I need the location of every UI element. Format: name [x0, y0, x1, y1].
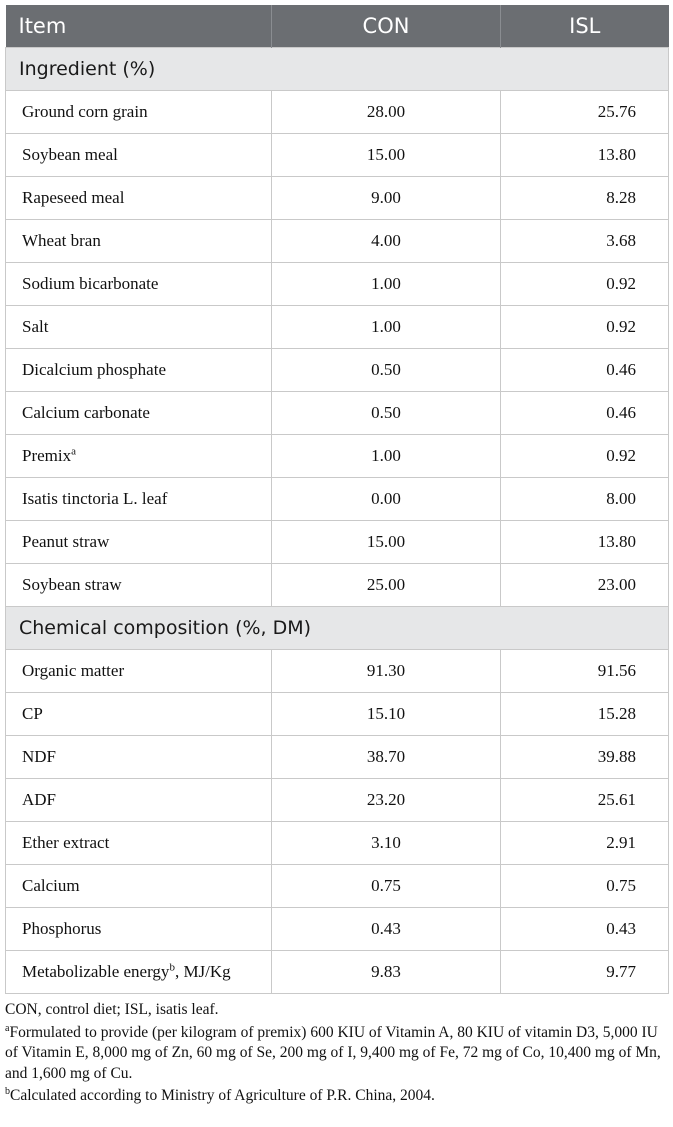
footnote-a	[5, 1023, 668, 1085]
row-item-name	[6, 435, 272, 478]
row-item-label: Sodium bicarbonate	[22, 274, 159, 293]
row-item-name	[6, 736, 272, 779]
row-con-value: 1.00	[272, 306, 501, 349]
row-item-name	[6, 951, 272, 994]
row-con-value: 4.00	[272, 220, 501, 263]
row-item-label: Premix	[22, 446, 72, 465]
row-item-name	[6, 134, 272, 177]
footnote-abbreviations: CON, control diet; ISL, isatis leaf.	[5, 1001, 219, 1018]
row-item-name	[6, 693, 272, 736]
footnote-b	[5, 1086, 668, 1107]
footnote-marker: b	[169, 961, 175, 974]
row-con-value: 0.50	[272, 349, 501, 392]
row-con-value: 38.70	[272, 736, 501, 779]
row-con-value: 23.20	[272, 779, 501, 822]
row-item-label: NDF	[22, 747, 57, 766]
table-footnotes	[5, 994, 668, 1107]
row-isl-value: 15.28	[501, 693, 669, 736]
row-isl-value: 0.92	[501, 435, 669, 478]
row-con-value: 9.83	[272, 951, 501, 994]
row-item-name	[6, 521, 272, 564]
row-item-label: Ground corn grain	[22, 102, 148, 121]
row-item-label: Peanut straw	[22, 532, 110, 551]
row-con-value: 1.00	[272, 263, 501, 306]
row-item-label: ADF	[22, 790, 57, 809]
table-row	[6, 263, 669, 306]
row-item-name	[6, 779, 272, 822]
row-item-label: Calcium	[22, 876, 80, 895]
header-con: CON	[272, 5, 501, 48]
table-row	[6, 306, 669, 349]
table-row	[6, 951, 669, 994]
row-isl-value: 2.91	[501, 822, 669, 865]
row-con-value: 0.00	[272, 478, 501, 521]
row-isl-value: 91.56	[501, 650, 669, 693]
row-item-name	[6, 822, 272, 865]
row-isl-value: 0.92	[501, 263, 669, 306]
footnote-marker: a	[71, 445, 76, 458]
row-item-label: Soybean meal	[22, 145, 118, 164]
row-con-value: 9.00	[272, 177, 501, 220]
row-item-name	[6, 865, 272, 908]
row-con-value: 3.10	[272, 822, 501, 865]
row-con-value: 28.00	[272, 91, 501, 134]
footnote-a-text: Formulated to provide (per kilogram of premix) 600 KIU of Vitamin A, 80 KIU of vitamin D3, 5,000 IU of Vitamin E, 8,000 mg of Zn, 60 mg of Se, 200 mg of I, 9,400 mg of Fe, 72 mg of Co, 10,400 mg of Mn, and 1,600 mg of Cu.	[5, 1023, 661, 1082]
table-row	[6, 564, 669, 607]
row-item-label: Salt	[22, 317, 49, 336]
row-item-label: Wheat bran	[22, 231, 101, 250]
table-row	[6, 478, 669, 521]
row-item-name	[6, 392, 272, 435]
table-row	[6, 521, 669, 564]
row-isl-value: 0.92	[501, 306, 669, 349]
table-row	[6, 736, 669, 779]
row-con-value: 15.00	[272, 134, 501, 177]
row-con-value: 0.75	[272, 865, 501, 908]
row-isl-value: 13.80	[501, 134, 669, 177]
row-isl-value: 13.80	[501, 521, 669, 564]
table-container	[5, 5, 668, 1109]
row-item-label: Phosphorus	[22, 919, 102, 938]
row-isl-value: 0.46	[501, 392, 669, 435]
footnote-b-text: Calculated according to Ministry of Agriculture of P.R. China, 2004.	[10, 1087, 435, 1104]
table-row	[6, 91, 669, 134]
table-row	[6, 435, 669, 478]
row-item-label: Organic matter	[22, 661, 125, 680]
row-con-value: 0.50	[272, 392, 501, 435]
row-con-value: 15.10	[272, 693, 501, 736]
row-item-name	[6, 564, 272, 607]
row-con-value: 15.00	[272, 521, 501, 564]
section-header-row	[6, 48, 669, 91]
footnote-b-mark: b	[5, 1085, 10, 1097]
table-row	[6, 693, 669, 736]
table-row	[6, 650, 669, 693]
table-row	[6, 349, 669, 392]
row-con-value: 0.43	[272, 908, 501, 951]
row-item-name	[6, 91, 272, 134]
row-item-name	[6, 306, 272, 349]
row-isl-value: 8.28	[501, 177, 669, 220]
header-item: Item	[6, 5, 272, 48]
row-item-label: Metabolizable energy	[22, 962, 170, 981]
row-item-label: Soybean straw	[22, 575, 122, 594]
table-row	[6, 865, 669, 908]
row-isl-value: 0.43	[501, 908, 669, 951]
table-row	[6, 779, 669, 822]
row-item-label: CP	[22, 704, 43, 723]
header-isl: ISL	[501, 5, 669, 48]
row-con-value: 25.00	[272, 564, 501, 607]
section-title: Ingredient (%)	[6, 48, 669, 91]
row-item-name	[6, 220, 272, 263]
table-row	[6, 908, 669, 951]
row-item-name	[6, 263, 272, 306]
table-row	[6, 392, 669, 435]
row-isl-value: 23.00	[501, 564, 669, 607]
row-isl-value: 8.00	[501, 478, 669, 521]
diet-composition-table	[5, 5, 669, 994]
table-body	[6, 48, 669, 994]
row-item-label: Calcium carbonate	[22, 403, 150, 422]
table-row	[6, 220, 669, 263]
table-header-row	[6, 5, 669, 48]
row-isl-value: 0.46	[501, 349, 669, 392]
row-isl-value: 0.75	[501, 865, 669, 908]
row-item-label: Isatis tinctoria L. leaf	[22, 489, 168, 508]
row-item-label: Dicalcium phosphate	[22, 360, 166, 379]
row-isl-value: 25.76	[501, 91, 669, 134]
row-item-label: Ether extract	[22, 833, 110, 852]
section-title: Chemical composition (%, DM)	[6, 607, 669, 650]
row-isl-value: 39.88	[501, 736, 669, 779]
row-item-name	[6, 478, 272, 521]
row-isl-value: 3.68	[501, 220, 669, 263]
table-row	[6, 822, 669, 865]
table-row	[6, 134, 669, 177]
row-item-name	[6, 177, 272, 220]
row-item-name	[6, 349, 272, 392]
footnote-a-mark: a	[5, 1022, 10, 1034]
row-con-value: 91.30	[272, 650, 501, 693]
row-item-name	[6, 650, 272, 693]
table-row	[6, 177, 669, 220]
row-con-value: 1.00	[272, 435, 501, 478]
row-item-name	[6, 908, 272, 951]
section-header-row	[6, 607, 669, 650]
row-isl-value: 25.61	[501, 779, 669, 822]
row-item-label: Rapeseed meal	[22, 188, 125, 207]
row-item-unit: , MJ/Kg	[174, 962, 231, 981]
row-isl-value: 9.77	[501, 951, 669, 994]
